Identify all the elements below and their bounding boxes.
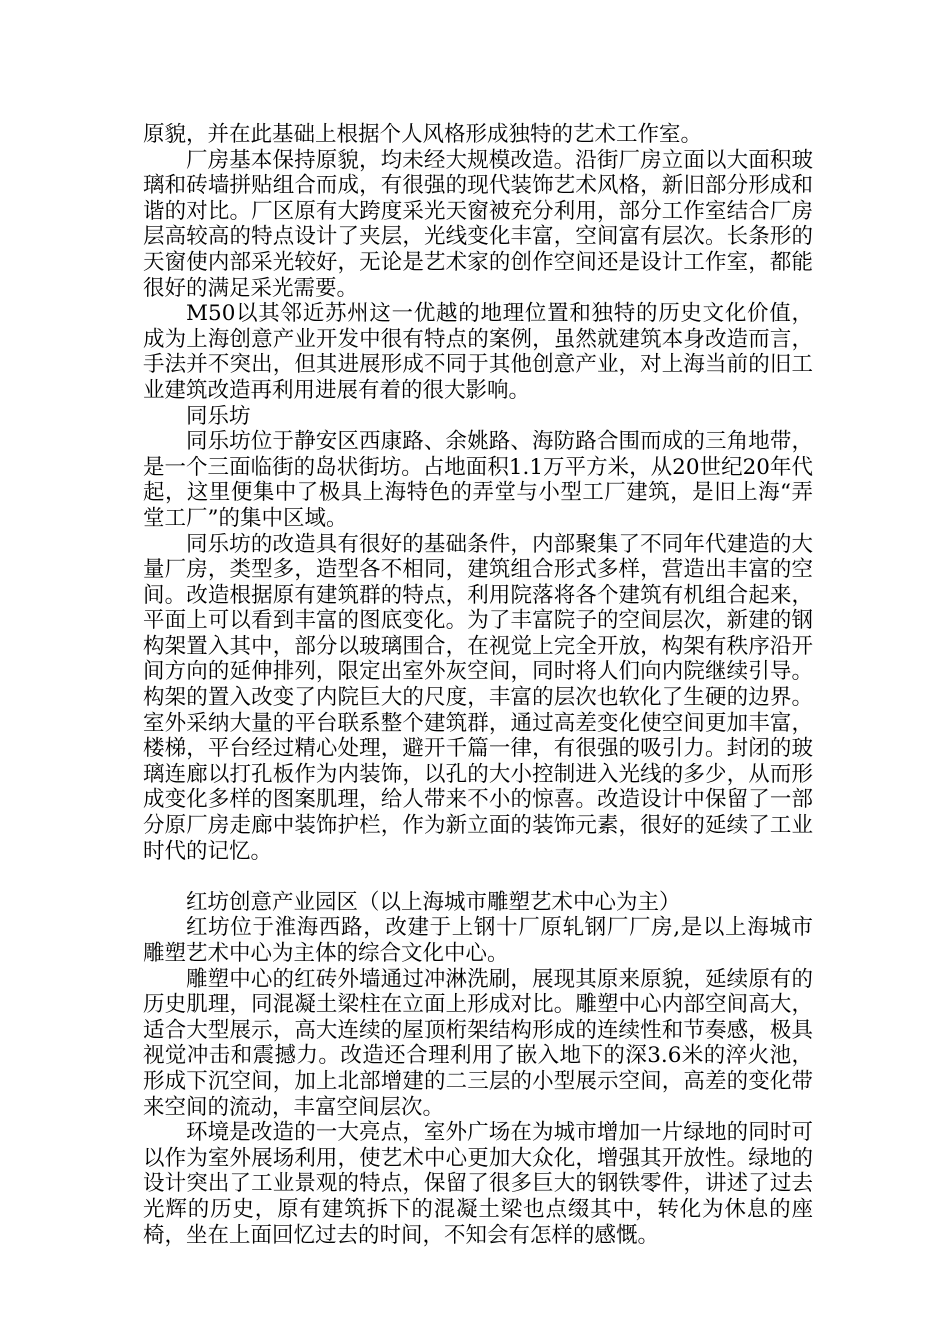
document-body	[143, 122, 813, 1248]
section-heading-hongfang: 红坊创意产业园区（以上海城市雕塑艺术中心为主）	[186, 889, 681, 915]
paragraph-tonglefang-location: 同乐坊位于静安区西康路、余姚路、海防路合围而成的三角地带，是一个三面临街的岛状街坊。占地面积1.1万平方米，从20世纪20年代起，这里便集中了极具上海特色的弄堂与小型工厂建筑，是旧上海“弄堂工厂”的集中区域。	[143, 429, 813, 531]
paragraph-sculpture-center: 雕塑中心的红砖外墙通过冲淋洗刷，展现其原来原貌，延续原有的历史肌理，同混凝土梁柱在立面上形成对比。雕塑中心内部空间高大，适合大型展示，高大连续的屋顶桁架结构形成的连续性和节奏感，极具视觉冲击和震撼力。改造还合理利用了嵌入地下的深3.6米的淬火池，形成下沉空间，加上北部增建的二三层的小型展示空间，高差的变化带来空间的流动，丰富空间层次。	[143, 966, 813, 1120]
section-heading-tonglefang: 同乐坊	[186, 403, 251, 429]
blank-line	[143, 864, 813, 890]
paragraph-m50-summary: M50以其邻近苏州这一优越的地理位置和独特的历史文化价值，成为上海创意产业开发中很有特点的案例，虽然就建筑本身改造而言，手法并不突出，但其进展形成不同于其他创意产业，对上海当前的旧工业建筑改造再利用进展有着的很大影响。	[143, 301, 813, 403]
paragraph-factory-appearance: 厂房基本保持原貌，均未经大规模改造。沿街厂房立面以大面积玻璃和砖墙拼贴组合而成，有很强的现代装饰艺术风格，新旧部分形成和谐的对比。厂区原有大跨度采光天窗被充分利用，部分工作室结合厂房层高较高的特点设计了夹层，光线变化丰富，空间富有层次。长条形的天窗使内部采光较好，无论是艺术家的创作空间还是设计工作室，都能很好的满足采光需要。	[143, 147, 813, 301]
paragraph-continuation: 原貌，并在此基础上根据个人风格形成独特的艺术工作室。	[143, 122, 703, 147]
paragraph-hongfang-location: 红坊位于淮海西路，改建于上钢十厂原轧钢厂厂房,是以上海城市雕塑艺术中心为主体的综合文化中心。	[143, 915, 813, 966]
paragraph-tonglefang-renovation: 同乐坊的改造具有很好的基础条件，内部聚集了不同年代建造的大量厂房，类型多，造型各不相同，建筑组合形式多样，营造出丰富的空间。改造根据原有建筑群的特点，利用院落将各个建筑有机组合起来，平面上可以看到丰富的图底变化。为了丰富院子的空间层次，新建的钢构架置入其中，部分以玻璃围合，在视觉上完全开放，构架有秩序沿开间方向的延伸排列，限定出室外灰空间，同时将人们向内院继续引导。构架的置入改变了内院巨大的尺度，丰富的层次也软化了生硬的边界。室外采纳大量的平台联系整个建筑群，通过高差变化使空间更加丰富，楼梯，平台经过精心处理，避开千篇一律，有很强的吸引力。封闭的玻璃连廊以打孔板作为内装饰，以孔的大小控制进入光线的多少，从而形成变化多样的图案肌理，给人带来不小的惊喜。改造设计中保留了一部分原厂房走廊中装饰护栏，作为新立面的装饰元素，很好的延续了工业时代的记忆。	[143, 531, 813, 864]
paragraph-environment: 环境是改造的一大亮点，室外广场在为城市增加一片绿地的同时可以作为室外展场利用，使艺术中心更加大众化，增强其开放性。绿地的设计突出了工业景观的特点，保留了很多巨大的钢铁零件，讲述了过去光辉的历史，原有建筑拆下的混凝土梁也点缀其中，转化为休息的座椅，坐在上面回忆过去的时间，不知会有怎样的感慨。	[143, 1120, 813, 1248]
